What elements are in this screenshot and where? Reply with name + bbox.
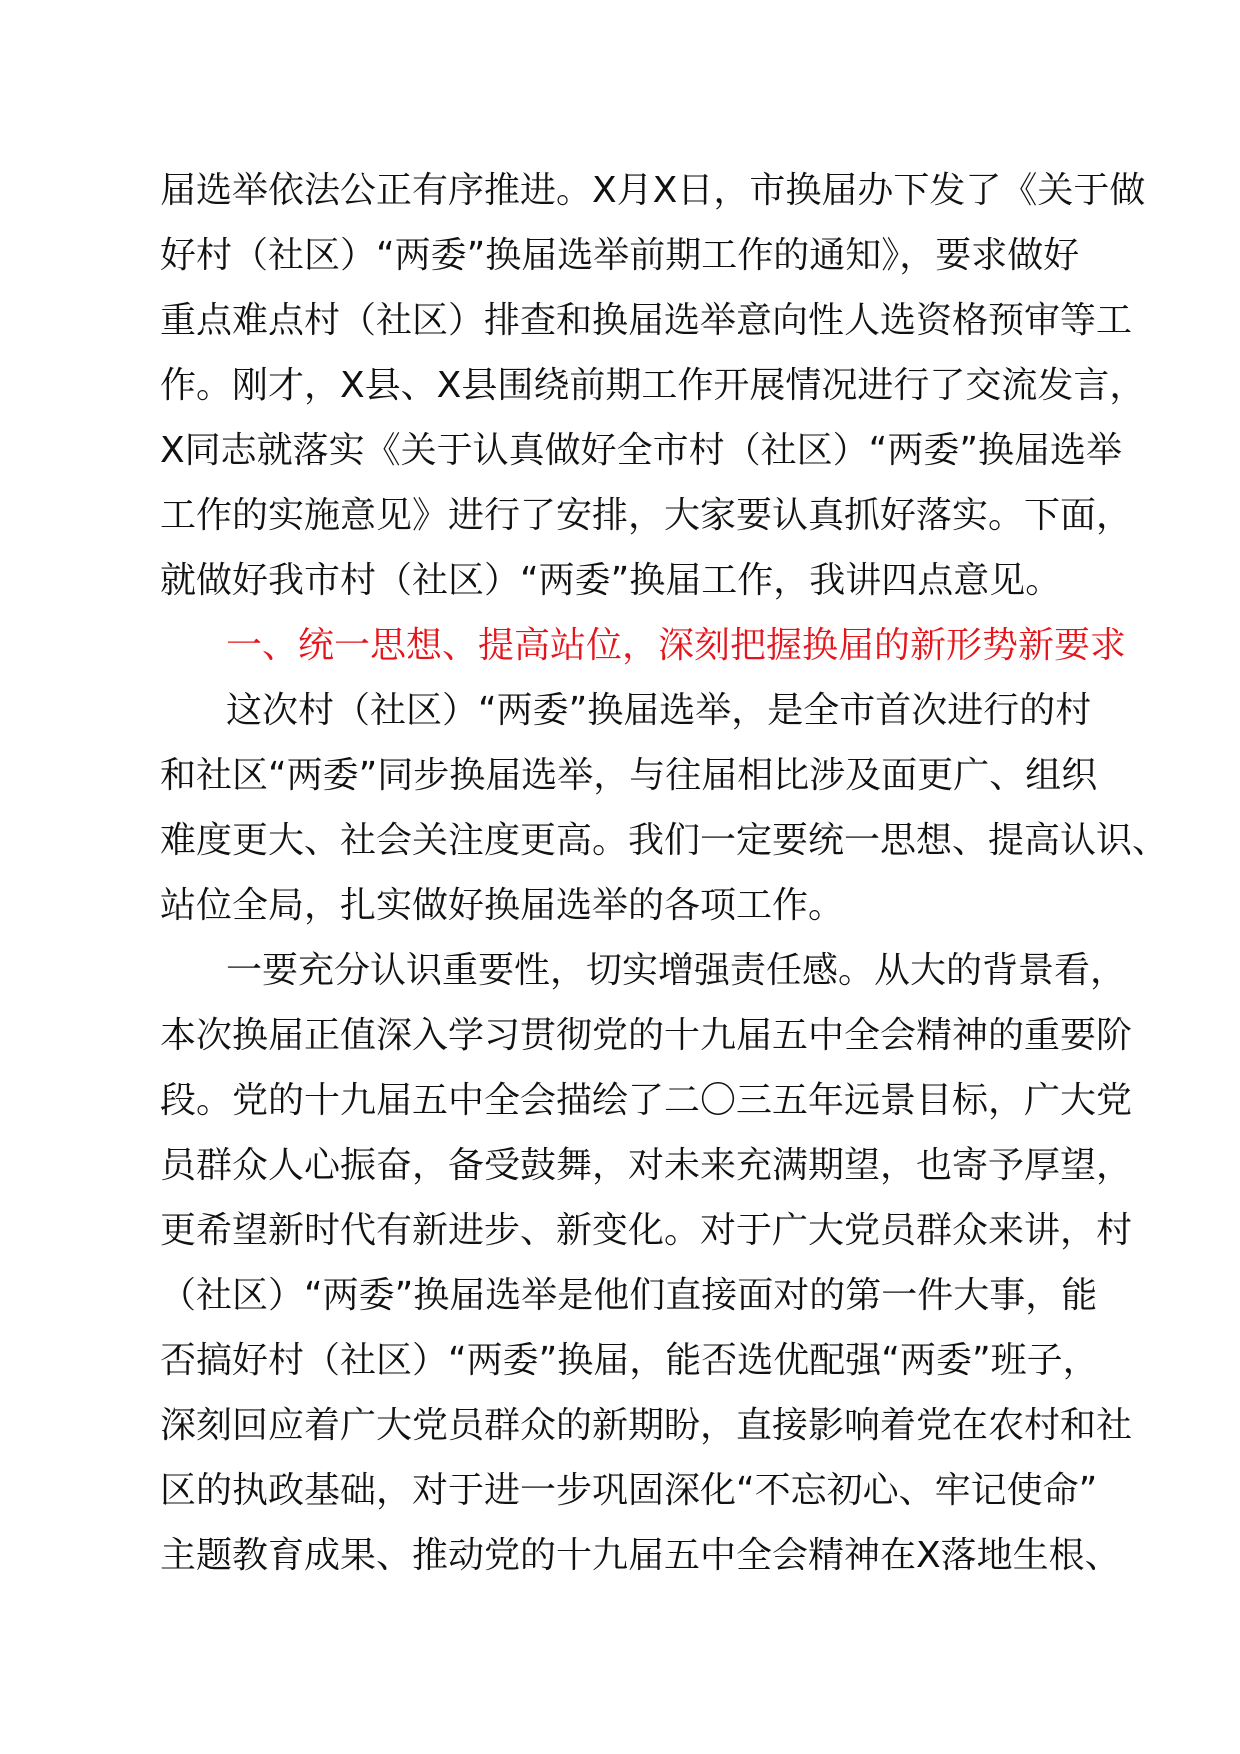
paragraph-line: （社区）“两委”换届选举是他们直接面对的第一件大事，能 [160,1275,1098,1316]
section-heading: 一、统一思想、提高站位，深刻把握换届的新形势新要求 [226,625,1127,666]
paragraph-line: 本次换届正值深入学习贯彻党的十九届五中全会精神的重要阶 [160,1015,1133,1056]
paragraph-line: 难度更大、社会关注度更高。我们一定要统一思想、提高认识、 [160,820,1169,861]
paragraph-line: 段。党的十九届五中全会描绘了二〇三五年远景目标，广大党 [160,1080,1133,1121]
paragraph-line: X同志就落实《关于认真做好全市村（社区）“两委”换届选举 [160,430,1122,471]
paragraph-line: 站位全局，扎实做好换届选举的各项工作。 [160,885,845,926]
paragraph-line: 区的执政基础，对于进一步巩固深化“不忘初心、牢记使命” [160,1470,1098,1511]
paragraph-line: 主题教育成果、推动党的十九届五中全会精神在X落地生根、 [160,1535,1121,1576]
paragraph-line: 和社区“两委”同步换届选举，与往届相比涉及面更广、组织 [160,755,1098,796]
paragraph-line: 届选举依法公正有序推进。X月X日，市换届办下发了《关于做 [160,170,1146,211]
paragraph-line: 否搞好村（社区）“两委”换届，能否选优配强“两委”班子， [160,1340,1099,1381]
paragraph-line: 就做好我市村（社区）“两委”换届工作，我讲四点意见。 [160,560,1062,601]
paragraph-line: 工作的实施意见》进行了安排，大家要认真抓好落实。下面， [160,495,1133,536]
paragraph-line: 员群众人心振奋，备受鼓舞，对未来充满期望，也寄予厚望， [160,1145,1133,1186]
paragraph-line: 一要充分认识重要性，切实增强责任感。从大的背景看， [226,950,1127,991]
paragraph-line: 更希望新时代有新进步、新变化。对于广大党员群众来讲，村 [160,1210,1133,1251]
paragraph-line: 作。刚才，X县、X县围绕前期工作开展情况进行了交流发言， [160,365,1146,406]
paragraph-line: 重点难点村（社区）排查和换届选举意向性人选资格预审等工 [160,300,1133,341]
paragraph-line: 好村（社区）“两委”换届选举前期工作的通知》，要求做好 [160,235,1080,276]
paragraph-line: 这次村（社区）“两委”换届选举，是全市首次进行的村 [226,690,1092,731]
document-body [160,158,1169,1588]
paragraph-line: 深刻回应着广大党员群众的新期盼，直接影响着党在农村和社 [160,1405,1133,1446]
